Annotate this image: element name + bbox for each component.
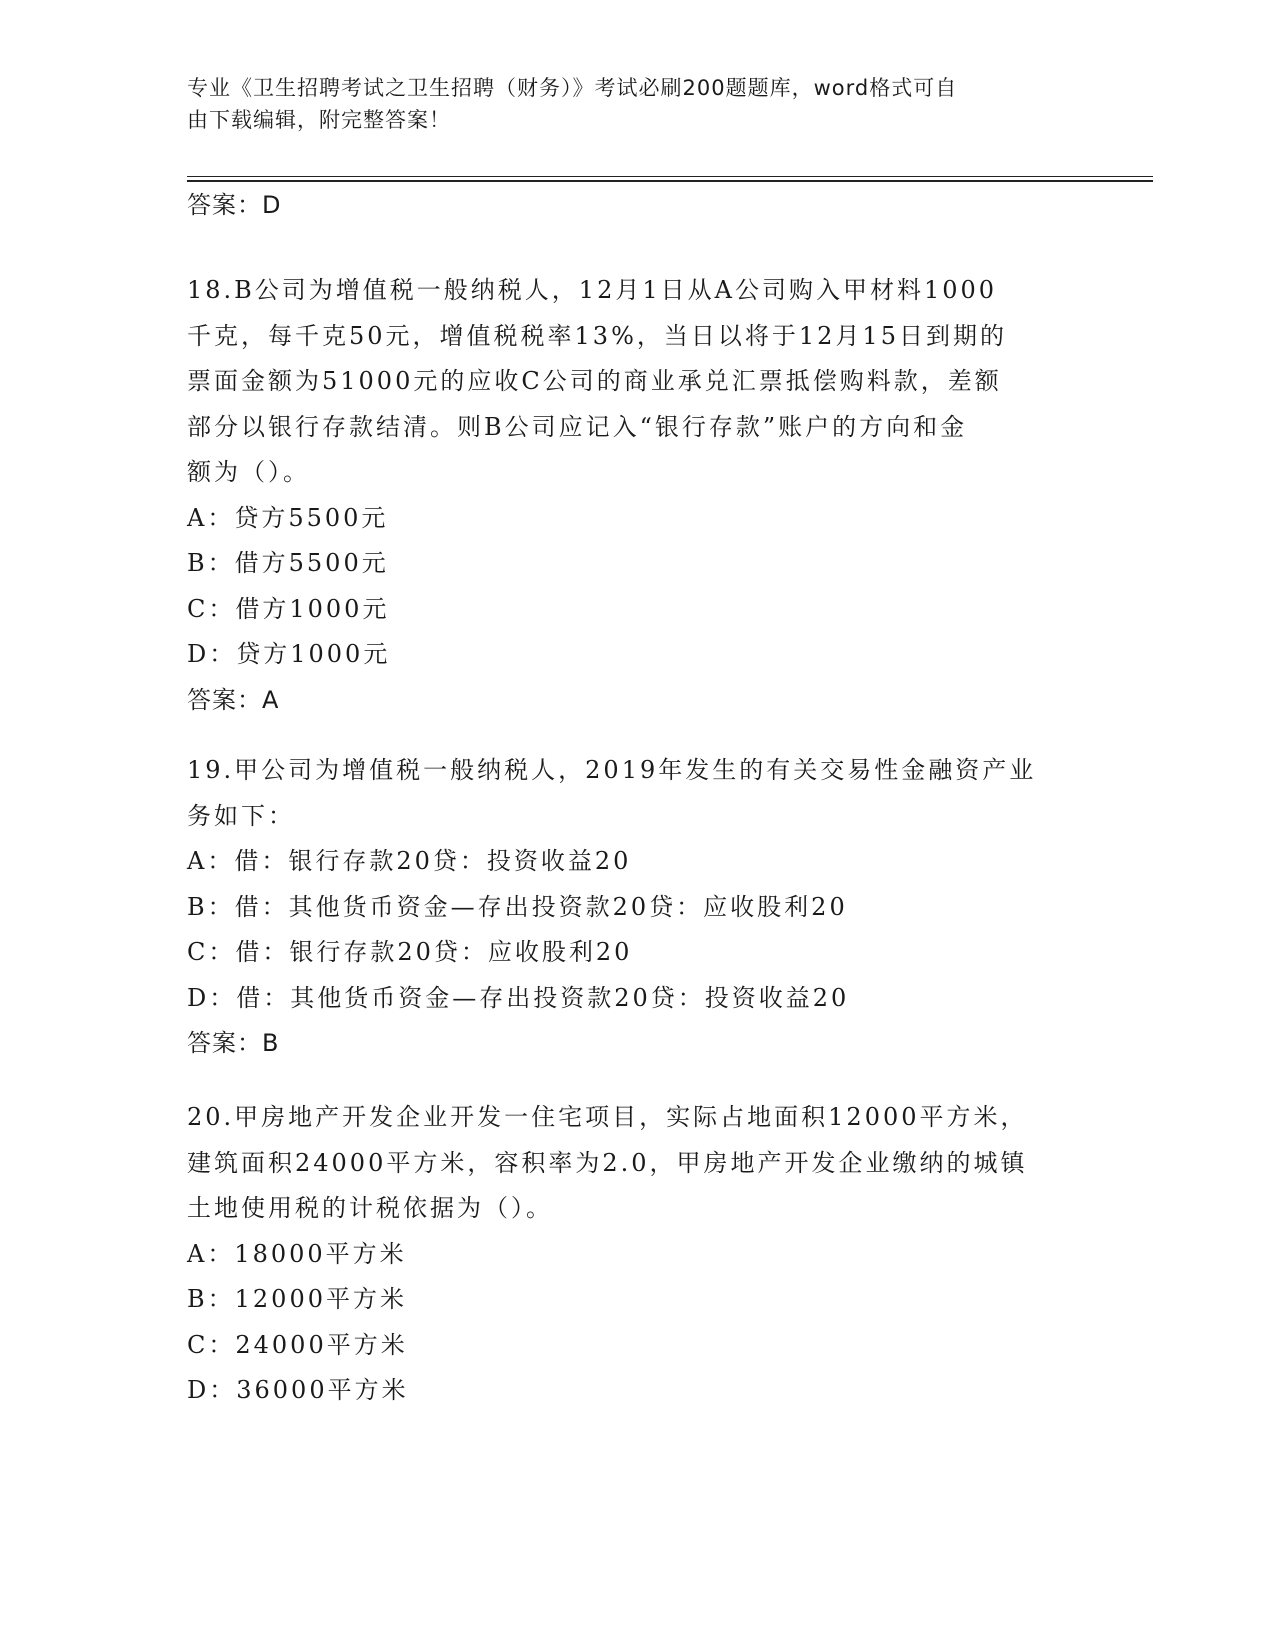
document-header xyxy=(187,72,1087,136)
divider-line-thin xyxy=(187,176,1153,177)
header-line-1: 专业《卫生招聘考试之卫生招聘（财务）》考试必刷200题题库，word格式可自 xyxy=(187,76,958,100)
question-stem-line: 务如下： xyxy=(187,801,295,830)
question-stem-line: 20.甲房地产开发企业开发一住宅项目，实际占地面积12000平方米， xyxy=(187,1103,1028,1131)
question-stem-line: 土地使用税的计税依据为（）。 xyxy=(187,1194,553,1222)
header-divider xyxy=(187,176,1153,182)
question-stem-line: 18.B公司为增值税一般纳税人，12月1日从A公司购入甲材料1000 xyxy=(187,276,998,304)
divider-line-thick xyxy=(187,180,1153,182)
previous-answer-block xyxy=(187,183,1087,227)
option-d: D：贷方1000元 xyxy=(187,640,391,668)
header-line-2: 由下载编辑，附完整答案！ xyxy=(187,108,451,132)
option-d: D：借：其他货币资金—存出投资款20贷：投资收益20 xyxy=(187,983,850,1012)
question-18 xyxy=(187,268,1087,722)
question-stem-line: 部分以银行存款结清。则B公司应记入“银行存款”账户的方向和金 xyxy=(187,412,968,441)
option-c: C：借：银行存款20贷：应收股利20 xyxy=(187,938,633,966)
previous-answer: 答案：D xyxy=(187,191,282,219)
question-answer: 答案：B xyxy=(187,1029,280,1057)
option-a: A：18000平方米 xyxy=(187,1239,407,1268)
option-c: C：24000平方米 xyxy=(187,1330,408,1359)
question-stem-line: 票面金额为51000元的应收C公司的商业承兑汇票抵偿购料款，差额 xyxy=(187,367,1002,395)
question-stem-line: 额为（）。 xyxy=(187,458,310,486)
question-stem-line: 19.甲公司为增值税一般纳税人，2019年发生的有关交易性金融资产业 xyxy=(187,756,1037,784)
option-c: C：借方1000元 xyxy=(187,594,390,623)
option-b: B：12000平方米 xyxy=(187,1285,407,1313)
option-b: B：借方5500元 xyxy=(187,549,389,577)
option-a: A：借：银行存款20贷：投资收益20 xyxy=(187,847,632,875)
question-answer: 答案：A xyxy=(187,685,280,714)
question-20 xyxy=(187,1095,1087,1414)
option-d: D：36000平方米 xyxy=(187,1376,409,1404)
option-a: A：贷方5500元 xyxy=(187,503,389,532)
question-stem-line: 千克，每千克50元，增值税税率13%，当日以将于12月15日到期的 xyxy=(187,321,1007,350)
question-19 xyxy=(187,748,1087,1065)
question-stem-line: 建筑面积24000平方米，容积率为2.0，甲房地产开发企业缴纳的城镇 xyxy=(187,1148,1028,1177)
option-b: B：借：其他货币资金—存出投资款20贷：应收股利20 xyxy=(187,892,848,921)
